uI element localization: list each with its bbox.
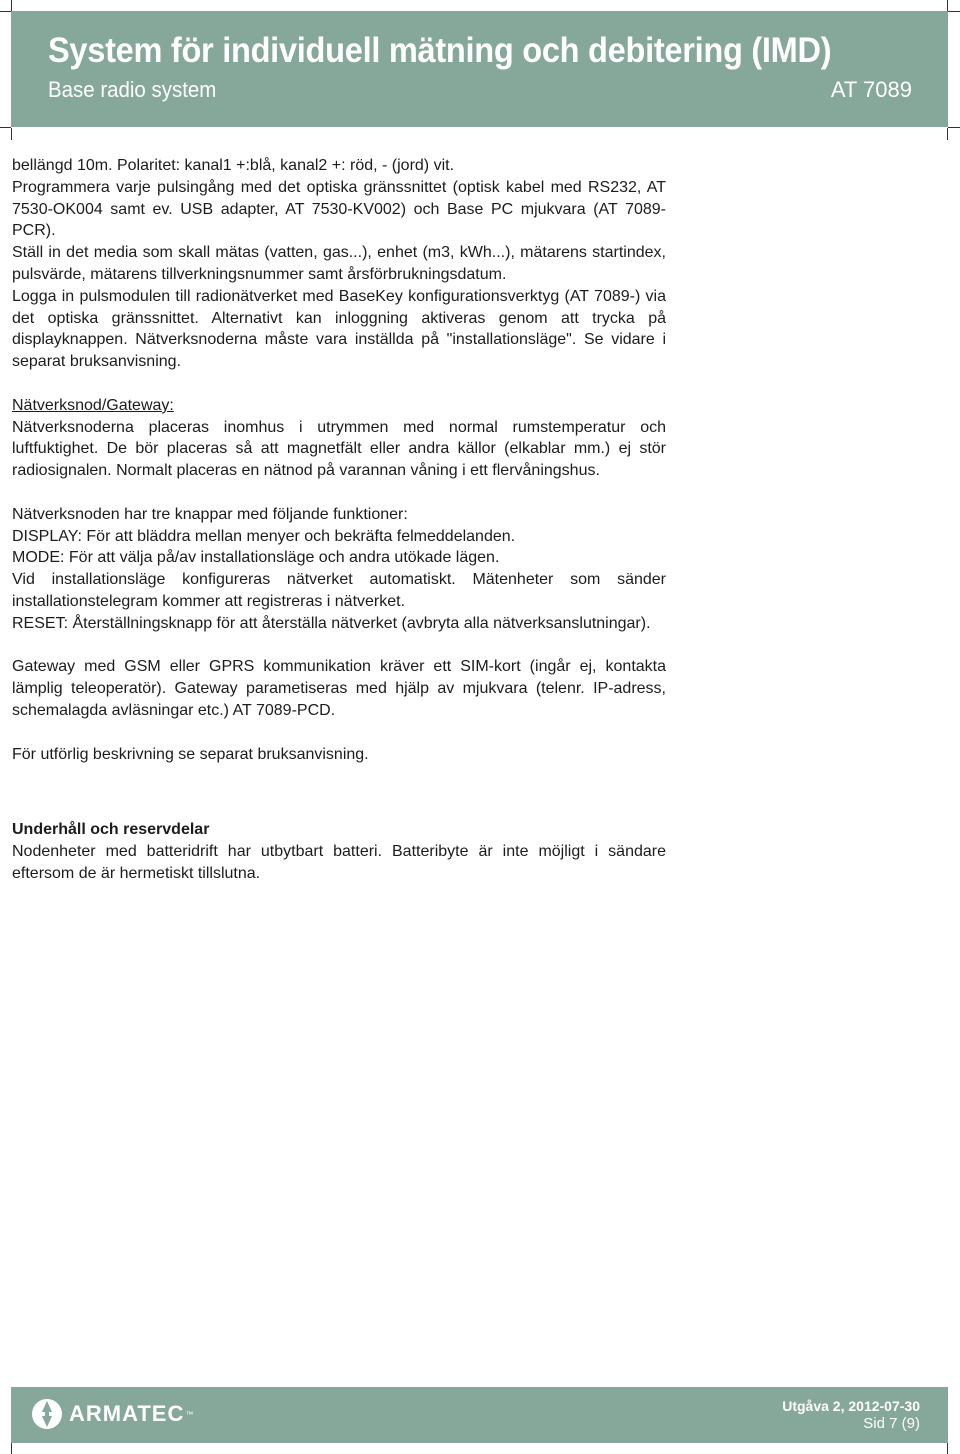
- brand-name: ARMATEC: [69, 1401, 185, 1426]
- paragraph-settings: Ställ in det media som skall mätas (vatten, gas...), enhet (m3, kWh...), mätarens startindex, pulsvärde, mätarens tillverkningsnummer samt årsförbrukningsdatum.: [12, 244, 666, 283]
- page-number: Sid 7 (9): [863, 1415, 920, 1432]
- armatec-logo-icon: [31, 1397, 63, 1431]
- crop-mark-bottom-left-v: [11, 1443, 12, 1454]
- gateway-heading: Nätverksnod/Gateway:: [12, 396, 174, 414]
- reset-button-description: RESET: Återställningsknapp för att återställa nätverket (avbryta alla nätverksanslutningar).: [12, 614, 651, 632]
- gsm-paragraph: Gateway med GSM eller GPRS kommunikation kräver ett SIM-kort (ingår ej, kontakta lämplig teleoperatör). Gateway parametiseras med hjälp av mjukvara (telenr. IP-adress, schemalagda avläsningar etc.) AT 7089-PCD.: [12, 658, 666, 719]
- installation-mode-description: Vid installationsläge konfigureras nätverket automatiskt. Mätenheter som sänder installationstelegram kommer att registreras i nätverket.: [12, 571, 666, 610]
- maintenance-heading: Underhåll och reservdelar: [12, 821, 210, 839]
- crop-mark-top-right-h: [948, 11, 960, 12]
- crop-mark-mid-right-v: [947, 128, 948, 140]
- crop-mark-top-left-v: [11, 0, 12, 11]
- paragraph-login: Logga in pulsmodulen till radionätverket med BaseKey konfigurationsverktyg (AT 7089-) via det optiska gränssnittet. Alternativt kan inloggning aktiveras genom att trycka på displayknappen. Nätverksnoderna måste vara inställda på "installationsläge". Se vidare i separat bruksanvisning.: [12, 287, 666, 371]
- trademark-symbol: ™: [185, 1409, 194, 1419]
- display-button-description: DISPLAY: För att bläddra mellan menyer och bekräfta felmeddelanden.: [12, 527, 516, 545]
- crop-mark-top-right-v: [947, 0, 948, 11]
- crop-mark-mid-left-v: [11, 128, 12, 140]
- crop-mark-mid-left-h: [0, 127, 11, 128]
- page-body: [12, 155, 666, 885]
- footer-band: [11, 1387, 948, 1443]
- paragraph-programming: Programmera varje pulsingång med det optiska gränssnittet (optisk kabel med RS232, AT 7530-OK004 samt ev. USB adapter, AT 7530-KV002) och Base PC mjukvara (AT 7089-PCR).: [12, 178, 666, 240]
- mode-button-description: MODE: För att välja på/av installationsläge och andra utökade lägen.: [12, 549, 500, 567]
- crop-mark-bottom-right-v: [947, 1443, 948, 1454]
- edition-date: Utgåva 2, 2012-07-30: [782, 1398, 920, 1414]
- armatec-logo: [31, 1397, 193, 1431]
- gateway-paragraph: Nätverksnoderna placeras inomhus i utrymmen med normal rumstemperatur och luftfuktighet. De bör placeras så att magnetfält eller andra källor (elkablar mm.) ej stör radiosignalen. Normalt placeras en nätnod på varannan våning i ett flervåningshus.: [12, 418, 666, 480]
- document-title: System för individuell mätning och debitering (IMD): [48, 31, 832, 70]
- buttons-intro: Nätverksnoden har tre knappar med följande funktioner:: [12, 505, 408, 523]
- product-code: AT 7089: [830, 77, 912, 102]
- crop-mark-top-left-h: [0, 11, 11, 12]
- paragraph-cable: bellängd 10m. Polaritet: kanal1 +:blå, kanal2 +: röd, - (jord) vit.: [12, 157, 455, 174]
- crop-mark-mid-right-h: [948, 127, 960, 128]
- maintenance-paragraph: Nodenheter med batteridrift har utbytbart batteri. Batteribyte är inte möjligt i sändare eftersom de är hermetiskt tillslutna.: [12, 843, 666, 882]
- document-subtitle: Base radio system: [48, 77, 217, 102]
- header-band: [11, 11, 948, 127]
- detail-reference: För utförlig beskrivning se separat bruksanvisning.: [12, 745, 369, 763]
